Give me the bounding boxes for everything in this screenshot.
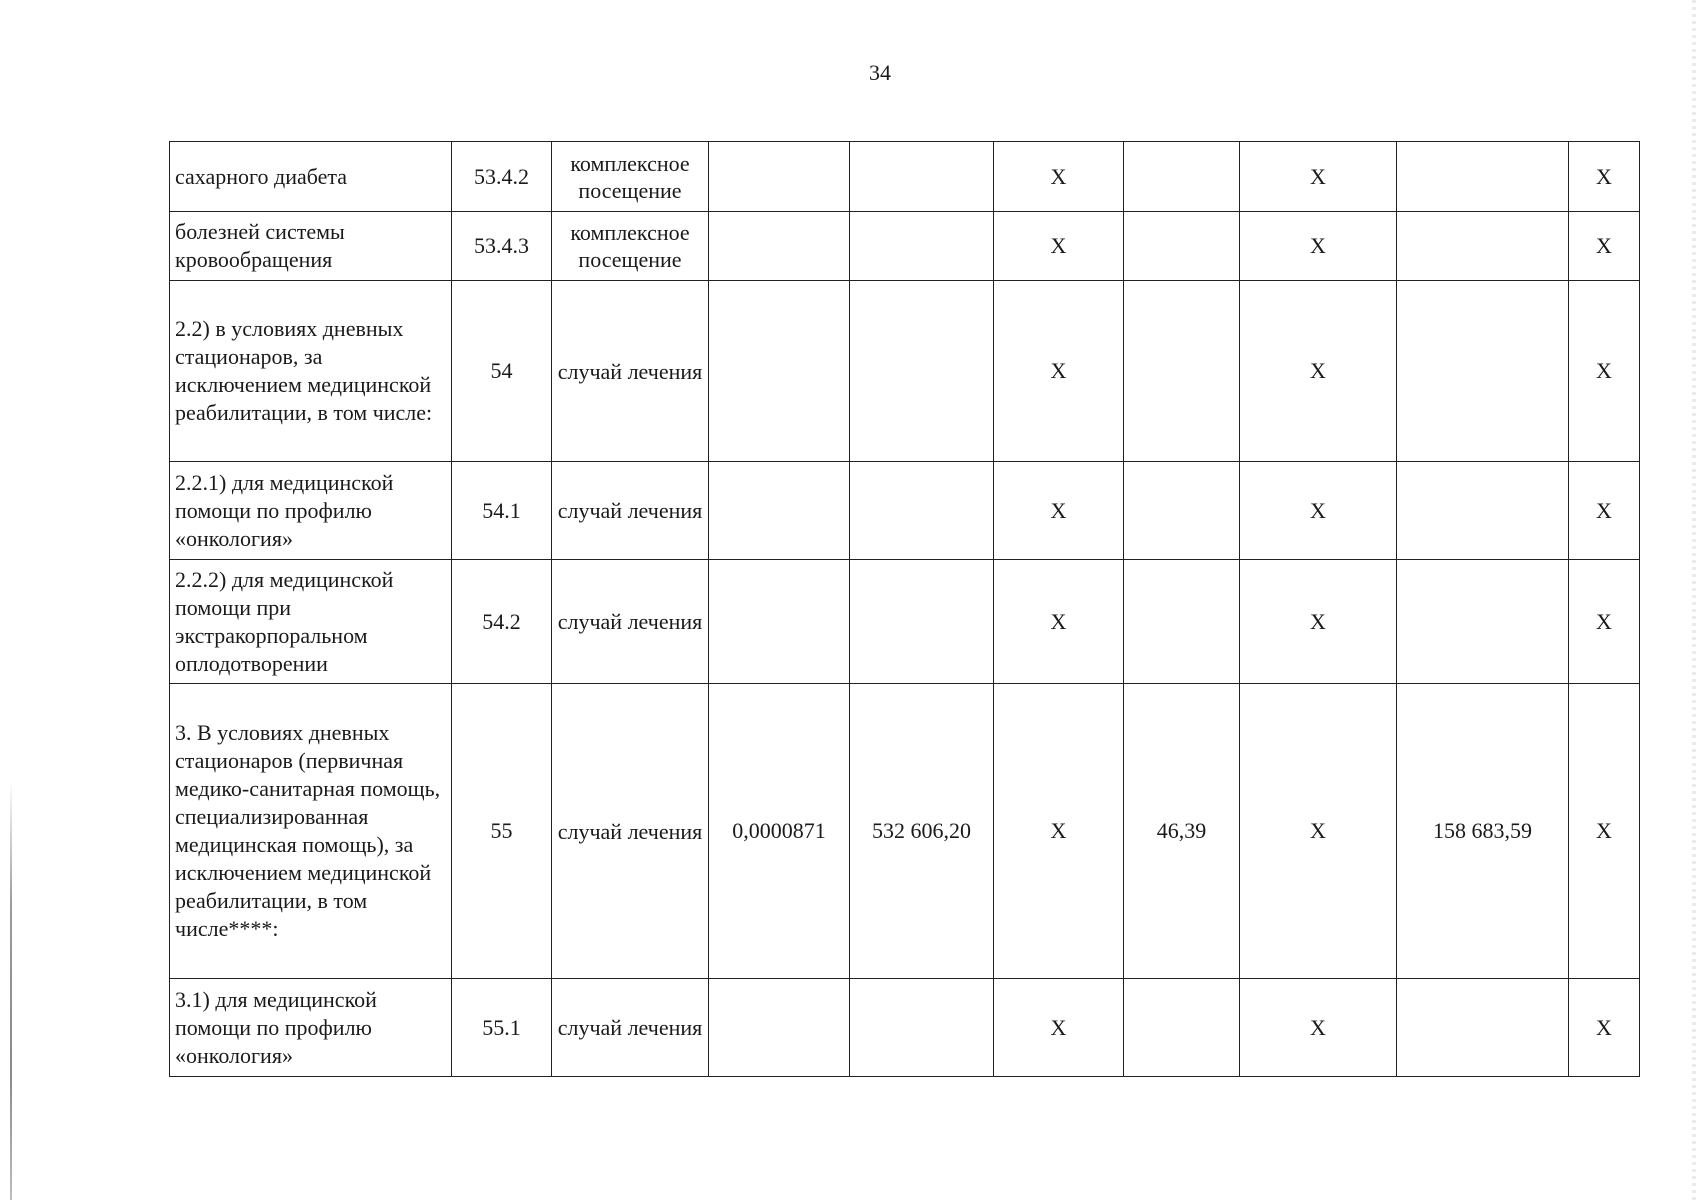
- row-unit: случай лечения: [552, 979, 709, 1077]
- row-name: сахарного диабета: [170, 142, 452, 212]
- table-row: [170, 142, 1640, 212]
- row-x2: Х: [1240, 142, 1397, 212]
- row-x3: Х: [1569, 212, 1640, 281]
- row-code: 55: [452, 684, 552, 979]
- row-code: 53.4.2: [452, 142, 552, 212]
- row-x3: Х: [1569, 142, 1640, 212]
- row-x2: Х: [1240, 979, 1397, 1077]
- row-cost: [850, 462, 994, 560]
- row-name: 3.1) для медицинской помощи по профилю «онкология»: [170, 979, 452, 1077]
- row-x1: Х: [994, 979, 1124, 1077]
- row-x1: Х: [994, 684, 1124, 979]
- row-code: 53.4.3: [452, 212, 552, 281]
- row-value2: [1397, 462, 1569, 560]
- row-norm: 0,0000871: [709, 684, 850, 979]
- table-row: [170, 560, 1640, 684]
- row-norm: [709, 560, 850, 684]
- table-row: [170, 212, 1640, 281]
- row-value2: [1397, 142, 1569, 212]
- row-x1: Х: [994, 142, 1124, 212]
- row-value1: [1124, 281, 1240, 462]
- row-name: 3. В условиях дневных стационаров (первичная медико-санитарная помощь, специализированная медицинская помощь), за исключением медицинской реабилитации, в том числе****:: [170, 684, 452, 979]
- row-x1: Х: [994, 560, 1124, 684]
- row-value1: [1124, 462, 1240, 560]
- row-code: 54.2: [452, 560, 552, 684]
- row-value1: [1124, 212, 1240, 281]
- row-name: 2.2.1) для медицинской помощи по профилю «онкология»: [170, 462, 452, 560]
- row-unit: комплексное посещение: [552, 212, 709, 281]
- scan-edge-left: [10, 780, 12, 1200]
- row-x3: Х: [1569, 281, 1640, 462]
- row-name: 2.2) в условиях дневных стационаров, за исключением медицинской реабилитации, в том числе:: [170, 281, 452, 462]
- row-x3: Х: [1569, 979, 1640, 1077]
- table-row: [170, 462, 1640, 560]
- row-norm: [709, 212, 850, 281]
- row-x2: Х: [1240, 281, 1397, 462]
- row-cost: [850, 142, 994, 212]
- row-value1: [1124, 142, 1240, 212]
- row-unit: комплексное посещение: [552, 142, 709, 212]
- row-value2: [1397, 560, 1569, 684]
- row-name: 2.2.2) для медицинской помощи при экстракорпоральном оплодотворении: [170, 560, 452, 684]
- row-cost: 532 606,20: [850, 684, 994, 979]
- row-x3: Х: [1569, 462, 1640, 560]
- row-x2: Х: [1240, 560, 1397, 684]
- row-unit: случай лечения: [552, 462, 709, 560]
- row-norm: [709, 979, 850, 1077]
- row-unit: случай лечения: [552, 560, 709, 684]
- row-x3: Х: [1569, 560, 1640, 684]
- row-norm: [709, 142, 850, 212]
- row-code: 54: [452, 281, 552, 462]
- row-x2: Х: [1240, 212, 1397, 281]
- row-name: болезней системы кровообращения: [170, 212, 452, 281]
- row-x1: Х: [994, 462, 1124, 560]
- row-unit: случай лечения: [552, 281, 709, 462]
- row-code: 54.1: [452, 462, 552, 560]
- scan-edge-right: [1692, 0, 1696, 1200]
- table-row: [170, 979, 1640, 1077]
- table-row: [170, 684, 1640, 979]
- row-x2: Х: [1240, 462, 1397, 560]
- data-table: [169, 141, 1640, 1077]
- row-value2: 158 683,59: [1397, 684, 1569, 979]
- row-value2: [1397, 979, 1569, 1077]
- page-number: 34: [869, 60, 891, 85]
- row-value2: [1397, 281, 1569, 462]
- row-value1: [1124, 560, 1240, 684]
- row-x1: Х: [994, 281, 1124, 462]
- row-cost: [850, 979, 994, 1077]
- row-code: 55.1: [452, 979, 552, 1077]
- row-value1: [1124, 979, 1240, 1077]
- row-x3: Х: [1569, 684, 1640, 979]
- row-value1: 46,39: [1124, 684, 1240, 979]
- row-cost: [850, 281, 994, 462]
- row-value2: [1397, 212, 1569, 281]
- table-row: [170, 281, 1640, 462]
- row-x1: Х: [994, 212, 1124, 281]
- row-norm: [709, 281, 850, 462]
- row-x2: Х: [1240, 684, 1397, 979]
- row-cost: [850, 560, 994, 684]
- row-norm: [709, 462, 850, 560]
- row-unit: случай лечения: [552, 684, 709, 979]
- row-cost: [850, 212, 994, 281]
